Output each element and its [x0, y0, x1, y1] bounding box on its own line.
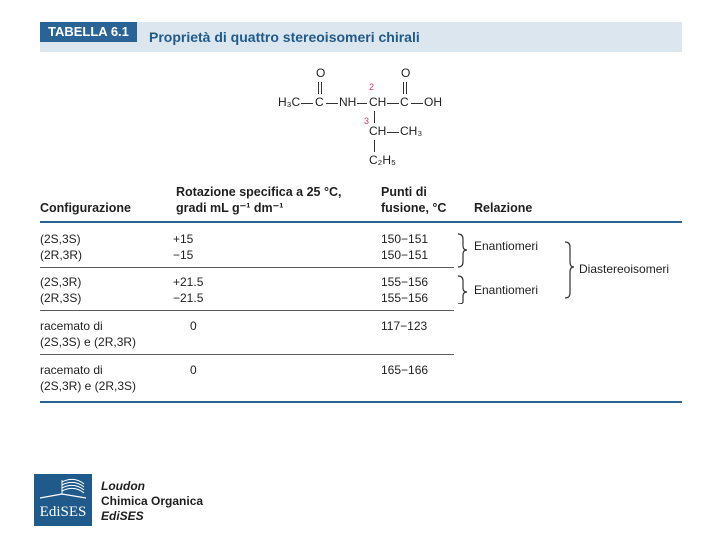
row-4-rot: −21.5	[173, 291, 204, 305]
oxygen-right: O	[401, 66, 411, 80]
bond-c3-c2h5	[374, 140, 375, 152]
credit-publisher: EdiSES	[101, 509, 144, 523]
header-rotazione-line1: Rotazione specifica a 25 °C,	[176, 185, 342, 199]
oh-group: OH	[424, 95, 442, 109]
bond-4	[387, 103, 399, 104]
row-6-config-line2: (2S,3R) e (2R,3S)	[40, 379, 137, 393]
locant-2: 2	[369, 82, 375, 92]
brace-diastereoisomeri	[565, 242, 574, 298]
book-icon	[34, 474, 92, 502]
row-6-rot: 0	[190, 363, 197, 377]
molecule-structure	[270, 64, 450, 174]
double-bond-left-a	[318, 82, 319, 94]
row-rule-1	[40, 267, 454, 268]
row-1-rot: +15	[173, 232, 194, 246]
ch-group-2: CH	[369, 95, 387, 109]
header-rule	[40, 221, 682, 223]
c2h5-group: C₂H₅	[369, 153, 396, 167]
credit-book: Chimica Organica	[101, 494, 204, 508]
row-5-mp: 117−123	[381, 319, 428, 333]
credit-author: Loudon	[101, 479, 145, 493]
row-3-config: (2S,3R)	[40, 275, 82, 289]
row-1-config: (2S,3S)	[40, 232, 81, 246]
logo-text: EdiSES	[39, 504, 87, 520]
bond-c3-ch3	[387, 132, 399, 133]
bond-c2-c3	[374, 111, 375, 123]
ch-group-3: CH	[369, 124, 387, 138]
bond-3	[357, 103, 367, 104]
double-bond-right-b	[406, 82, 407, 94]
row-6-mp: 165−166	[381, 363, 429, 377]
relation-enantiomeri-1: Enantiomeri	[474, 239, 539, 253]
bond-2	[326, 103, 338, 104]
row-5-config-line1: racemato di	[40, 319, 103, 333]
table-bottom-rule	[40, 401, 682, 403]
table-title: Proprietà di quattro stereoisomeri chirali	[149, 29, 420, 45]
bond-1	[301, 103, 313, 104]
header-configurazione: Configurazione	[40, 201, 131, 215]
relation-diastereoisomeri: Diastereoisomeri	[579, 262, 670, 276]
header-punti-line2: fusione, °C	[381, 201, 447, 215]
row-6-config-line1: racemato di	[40, 363, 103, 377]
relation-enantiomeri-2: Enantiomeri	[474, 283, 539, 297]
row-1-mp: 150−151	[381, 232, 429, 246]
row-rule-3	[40, 354, 454, 355]
oxygen-left: O	[316, 66, 326, 80]
row-3-rot: +21.5	[173, 275, 204, 289]
row-3-mp: 155−156	[381, 275, 429, 289]
brace-enantiomeri-2	[458, 276, 467, 304]
header-punti-line1: Punti di	[381, 185, 427, 199]
row-5-rot: 0	[190, 319, 197, 333]
header-rotazione-line2: gradi mL g⁻¹ dm⁻¹	[176, 201, 284, 215]
double-bond-left-b	[321, 82, 322, 94]
brace-enantiomeri-1	[458, 234, 467, 267]
carbon-left: C	[315, 95, 324, 109]
table-label: TABELLA 6.1	[40, 22, 137, 42]
row-2-config: (2R,3R)	[40, 248, 83, 262]
locant-3: 3	[364, 116, 370, 126]
double-bond-right-a	[403, 82, 404, 94]
nh-group: NH	[339, 95, 357, 109]
row-rule-2	[40, 310, 454, 311]
row-4-mp: 155−156	[381, 291, 429, 305]
ch3-group: CH₃	[400, 124, 423, 138]
carbon-right: C	[400, 95, 409, 109]
h3c-group: H₃C	[278, 95, 301, 109]
row-2-rot: −15	[173, 248, 194, 262]
bond-5	[411, 103, 423, 104]
row-2-mp: 150−151	[381, 248, 429, 262]
header-relazione: Relazione	[474, 201, 533, 215]
row-5-config-line2: (2S,3S) e (2R,3R)	[40, 335, 137, 349]
row-4-config: (2R,3S)	[40, 291, 82, 305]
